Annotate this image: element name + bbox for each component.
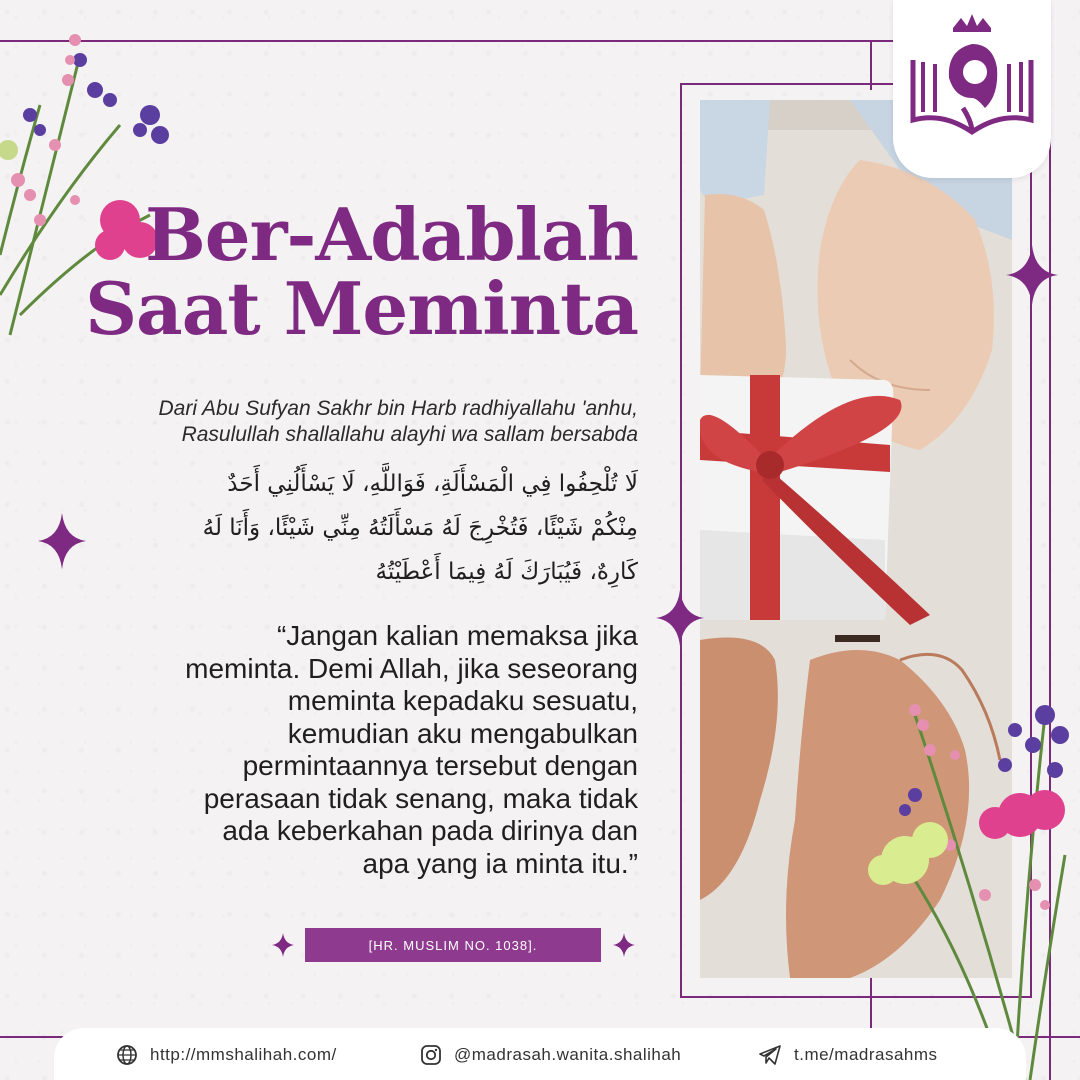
translation-line: “Jangan kalian memaksa jika — [276, 620, 638, 651]
sparkle-icon — [656, 590, 704, 646]
telegram-icon — [758, 1044, 782, 1066]
globe-icon — [116, 1044, 138, 1066]
translation-line: permintaannya tersebut dengan — [242, 750, 638, 781]
title-line-2: Saat Meminta — [85, 266, 638, 351]
crown-book-logo — [893, 0, 1051, 178]
logo-badge — [893, 0, 1051, 178]
translation-line: meminta kepadaku sesuatu, — [287, 685, 638, 716]
instagram-icon — [420, 1044, 442, 1066]
arabic-line-1: لَا تُلْحِفُوا فِي الْمَسْأَلَةِ، فَوَاللَّهِ، لَا يَسْأَلُنِي أَحَدٌ — [227, 471, 638, 497]
arabic-line-3: كَارِهٌ، فَيُبَارَكَ لَهُ فِيمَا أَعْطَيْتُهُ — [375, 559, 638, 585]
website-text: http://mmshalihah.com/ — [150, 1045, 337, 1064]
narrator-line-2: Rasulullah shallallahu alayhi wa sallam bersabda — [181, 423, 638, 446]
title-line-1: Ber-Adablah — [144, 192, 638, 277]
hadith-arabic-text — [60, 462, 638, 594]
translation-line: meminta. Demi Allah, jika seseorang — [185, 652, 638, 684]
hadith-reference-badge — [305, 928, 601, 962]
translation-line: perasaan tidak senang, maka tidak — [203, 782, 638, 814]
footer-telegram-link[interactable] — [758, 1044, 938, 1066]
translation-line: apa yang ia minta itu.” — [362, 847, 638, 879]
hadith-translation — [60, 620, 638, 880]
page-title — [40, 192, 638, 351]
instagram-text: @madrasah.wanita.shalihah — [454, 1045, 682, 1064]
sparkle-icon — [613, 933, 635, 957]
arabic-line-2: مِنْكُمْ شَيْئًا، فَتُخْرِجَ لَهُ مَسْأَلَتُهُ مِنِّي شَيْئًا، وَأَنَا لَهُ — [202, 515, 638, 541]
flower-bouquet-bottom-right — [855, 695, 1080, 1080]
telegram-text: t.me/madrasahms — [794, 1045, 938, 1064]
sparkle-icon — [272, 933, 294, 957]
sparkle-icon — [1006, 245, 1058, 305]
hadith-narrator — [20, 396, 638, 448]
narrator-line-1: Dari Abu Sufyan Sakhr bin Harb radhiyallahu 'anhu, — [158, 397, 638, 420]
translation-line: ada keberkahan pada dirinya dan — [222, 815, 638, 846]
footer-instagram-link[interactable] — [420, 1044, 681, 1066]
hadith-reference: [HR. MUSLIM NO. 1038]. — [368, 937, 538, 953]
translation-line: kemudian aku mengabulkan — [287, 717, 638, 749]
footer-website-link[interactable] — [116, 1044, 337, 1066]
